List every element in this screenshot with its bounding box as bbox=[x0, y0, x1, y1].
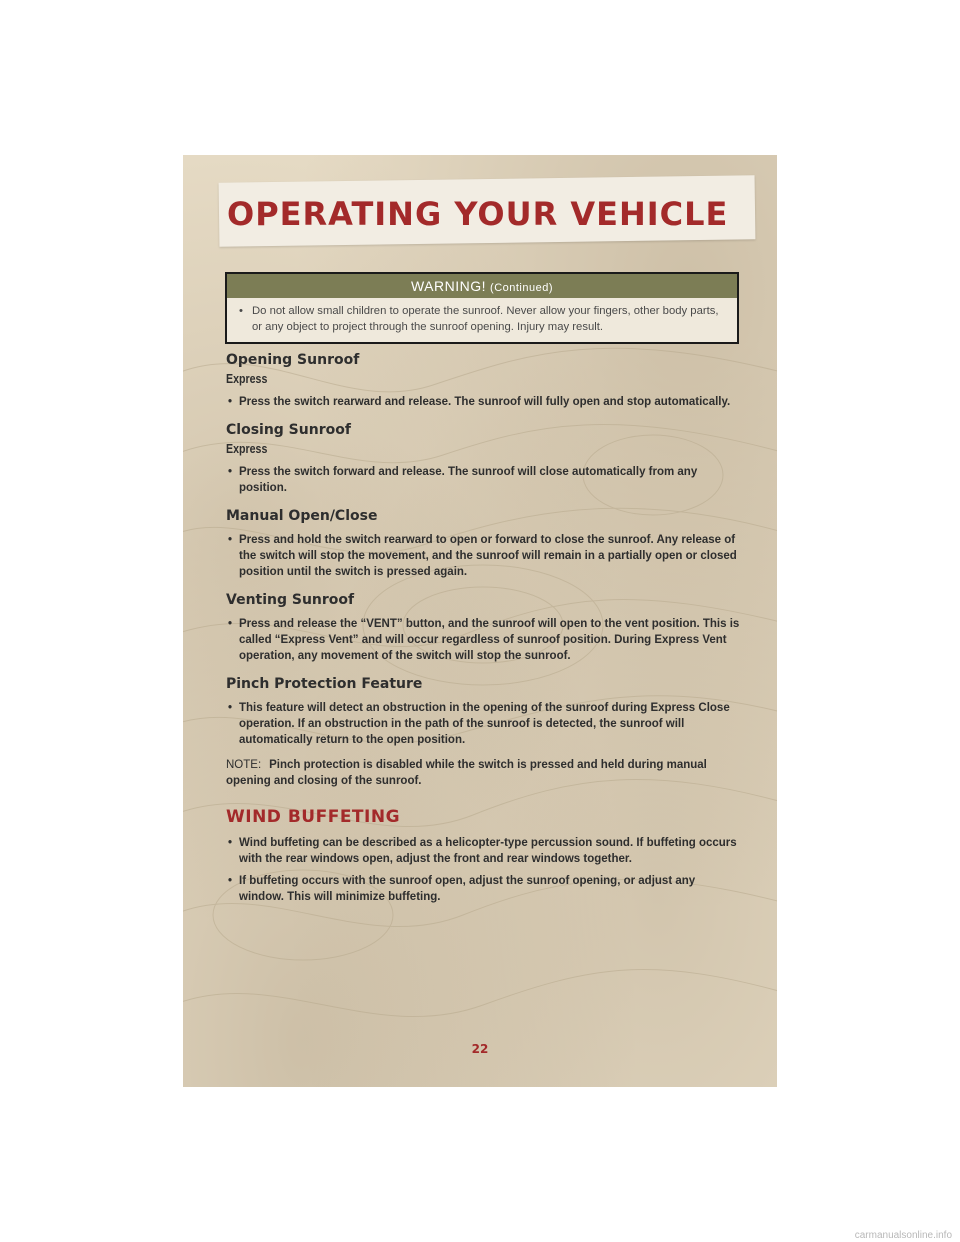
buffeting-text-2: If buffeting occurs with the sunroof open, adjust the sunroof opening, or adjust any window. This will minimize buffeting. bbox=[239, 875, 696, 903]
bullet-icon: • bbox=[239, 305, 243, 317]
closing-bullet bbox=[226, 464, 741, 496]
opening-heading: Opening Sunroof bbox=[226, 352, 360, 368]
bullet-icon: • bbox=[228, 875, 233, 887]
manual-text: Press and hold the switch rearward to open or forward to close the sunroof. Any release of the switch will stop the movement, and the sunroof will remain in a partially open or closed position until the switch is pressed again. bbox=[239, 534, 737, 578]
manual-page bbox=[183, 155, 777, 1087]
warning-box bbox=[225, 272, 739, 344]
bullet-icon: • bbox=[228, 702, 233, 714]
pinch-text: This feature will detect an obstruction in the opening of the sunroof during Express Close operation. If an obstruction in the path of the sunroof is detected, the sunroof will automatically return to the open position. bbox=[239, 702, 730, 746]
manual-bullet bbox=[226, 532, 741, 580]
buffeting-text-1: Wind buffeting can be described as a helicopter-type percussion sound. If buffeting occurs with the rear windows open, adjust the front and rear windows together. bbox=[239, 837, 737, 865]
pinch-note bbox=[226, 757, 741, 789]
bullet-icon: • bbox=[228, 396, 233, 408]
bullet-icon: • bbox=[228, 837, 233, 849]
closing-text: Press the switch forward and release. The sunroof will close automatically from any position. bbox=[239, 466, 698, 494]
main-content bbox=[226, 350, 741, 905]
note-label: NOTE: bbox=[226, 759, 262, 771]
buffeting-heading: WIND BUFFETING bbox=[226, 807, 401, 827]
bullet-icon: • bbox=[228, 618, 233, 630]
venting-bullet bbox=[226, 616, 741, 664]
note-text: Pinch protection is disabled while the switch is pressed and held during manual opening and closing of the sunroof. bbox=[226, 759, 707, 787]
manual-heading: Manual Open/Close bbox=[226, 508, 378, 524]
closing-subheading: Express bbox=[226, 442, 268, 456]
pinch-heading: Pinch Protection Feature bbox=[226, 676, 423, 692]
bullet-icon: • bbox=[228, 534, 233, 546]
opening-subheading: Express bbox=[226, 372, 268, 386]
warning-title: WARNING! bbox=[410, 278, 487, 294]
bullet-icon: • bbox=[228, 466, 233, 478]
closing-heading: Closing Sunroof bbox=[226, 422, 351, 438]
section-title: OPERATING YOUR VEHICLE bbox=[227, 195, 729, 233]
warning-header bbox=[227, 274, 737, 298]
venting-text: Press and release the “VENT” button, and the sunroof will open to the vent position. This is called “Express Vent” and will occur regardless of sunroof position. During Express Vent operation, any movement of the switch will stop the sunroof. bbox=[239, 618, 740, 662]
buffeting-bullet-1 bbox=[226, 835, 741, 867]
buffeting-bullet-2 bbox=[226, 873, 741, 905]
warning-text: Do not allow small children to operate the sunroof. Never allow your fingers, other body parts, or any object to project through the sunroof opening. Injury may result. bbox=[252, 305, 719, 333]
opening-text: Press the switch rearward and release. The sunroof will fully open and stop automatically. bbox=[239, 396, 731, 408]
venting-heading: Venting Sunroof bbox=[226, 592, 355, 608]
page-number: 22 bbox=[471, 1042, 489, 1056]
warning-text-item bbox=[227, 298, 737, 335]
pinch-bullet bbox=[226, 700, 741, 748]
opening-bullet bbox=[226, 394, 741, 410]
watermark: carmanualsonline.info bbox=[854, 1230, 952, 1241]
warning-continued: (Continued) bbox=[490, 282, 554, 294]
